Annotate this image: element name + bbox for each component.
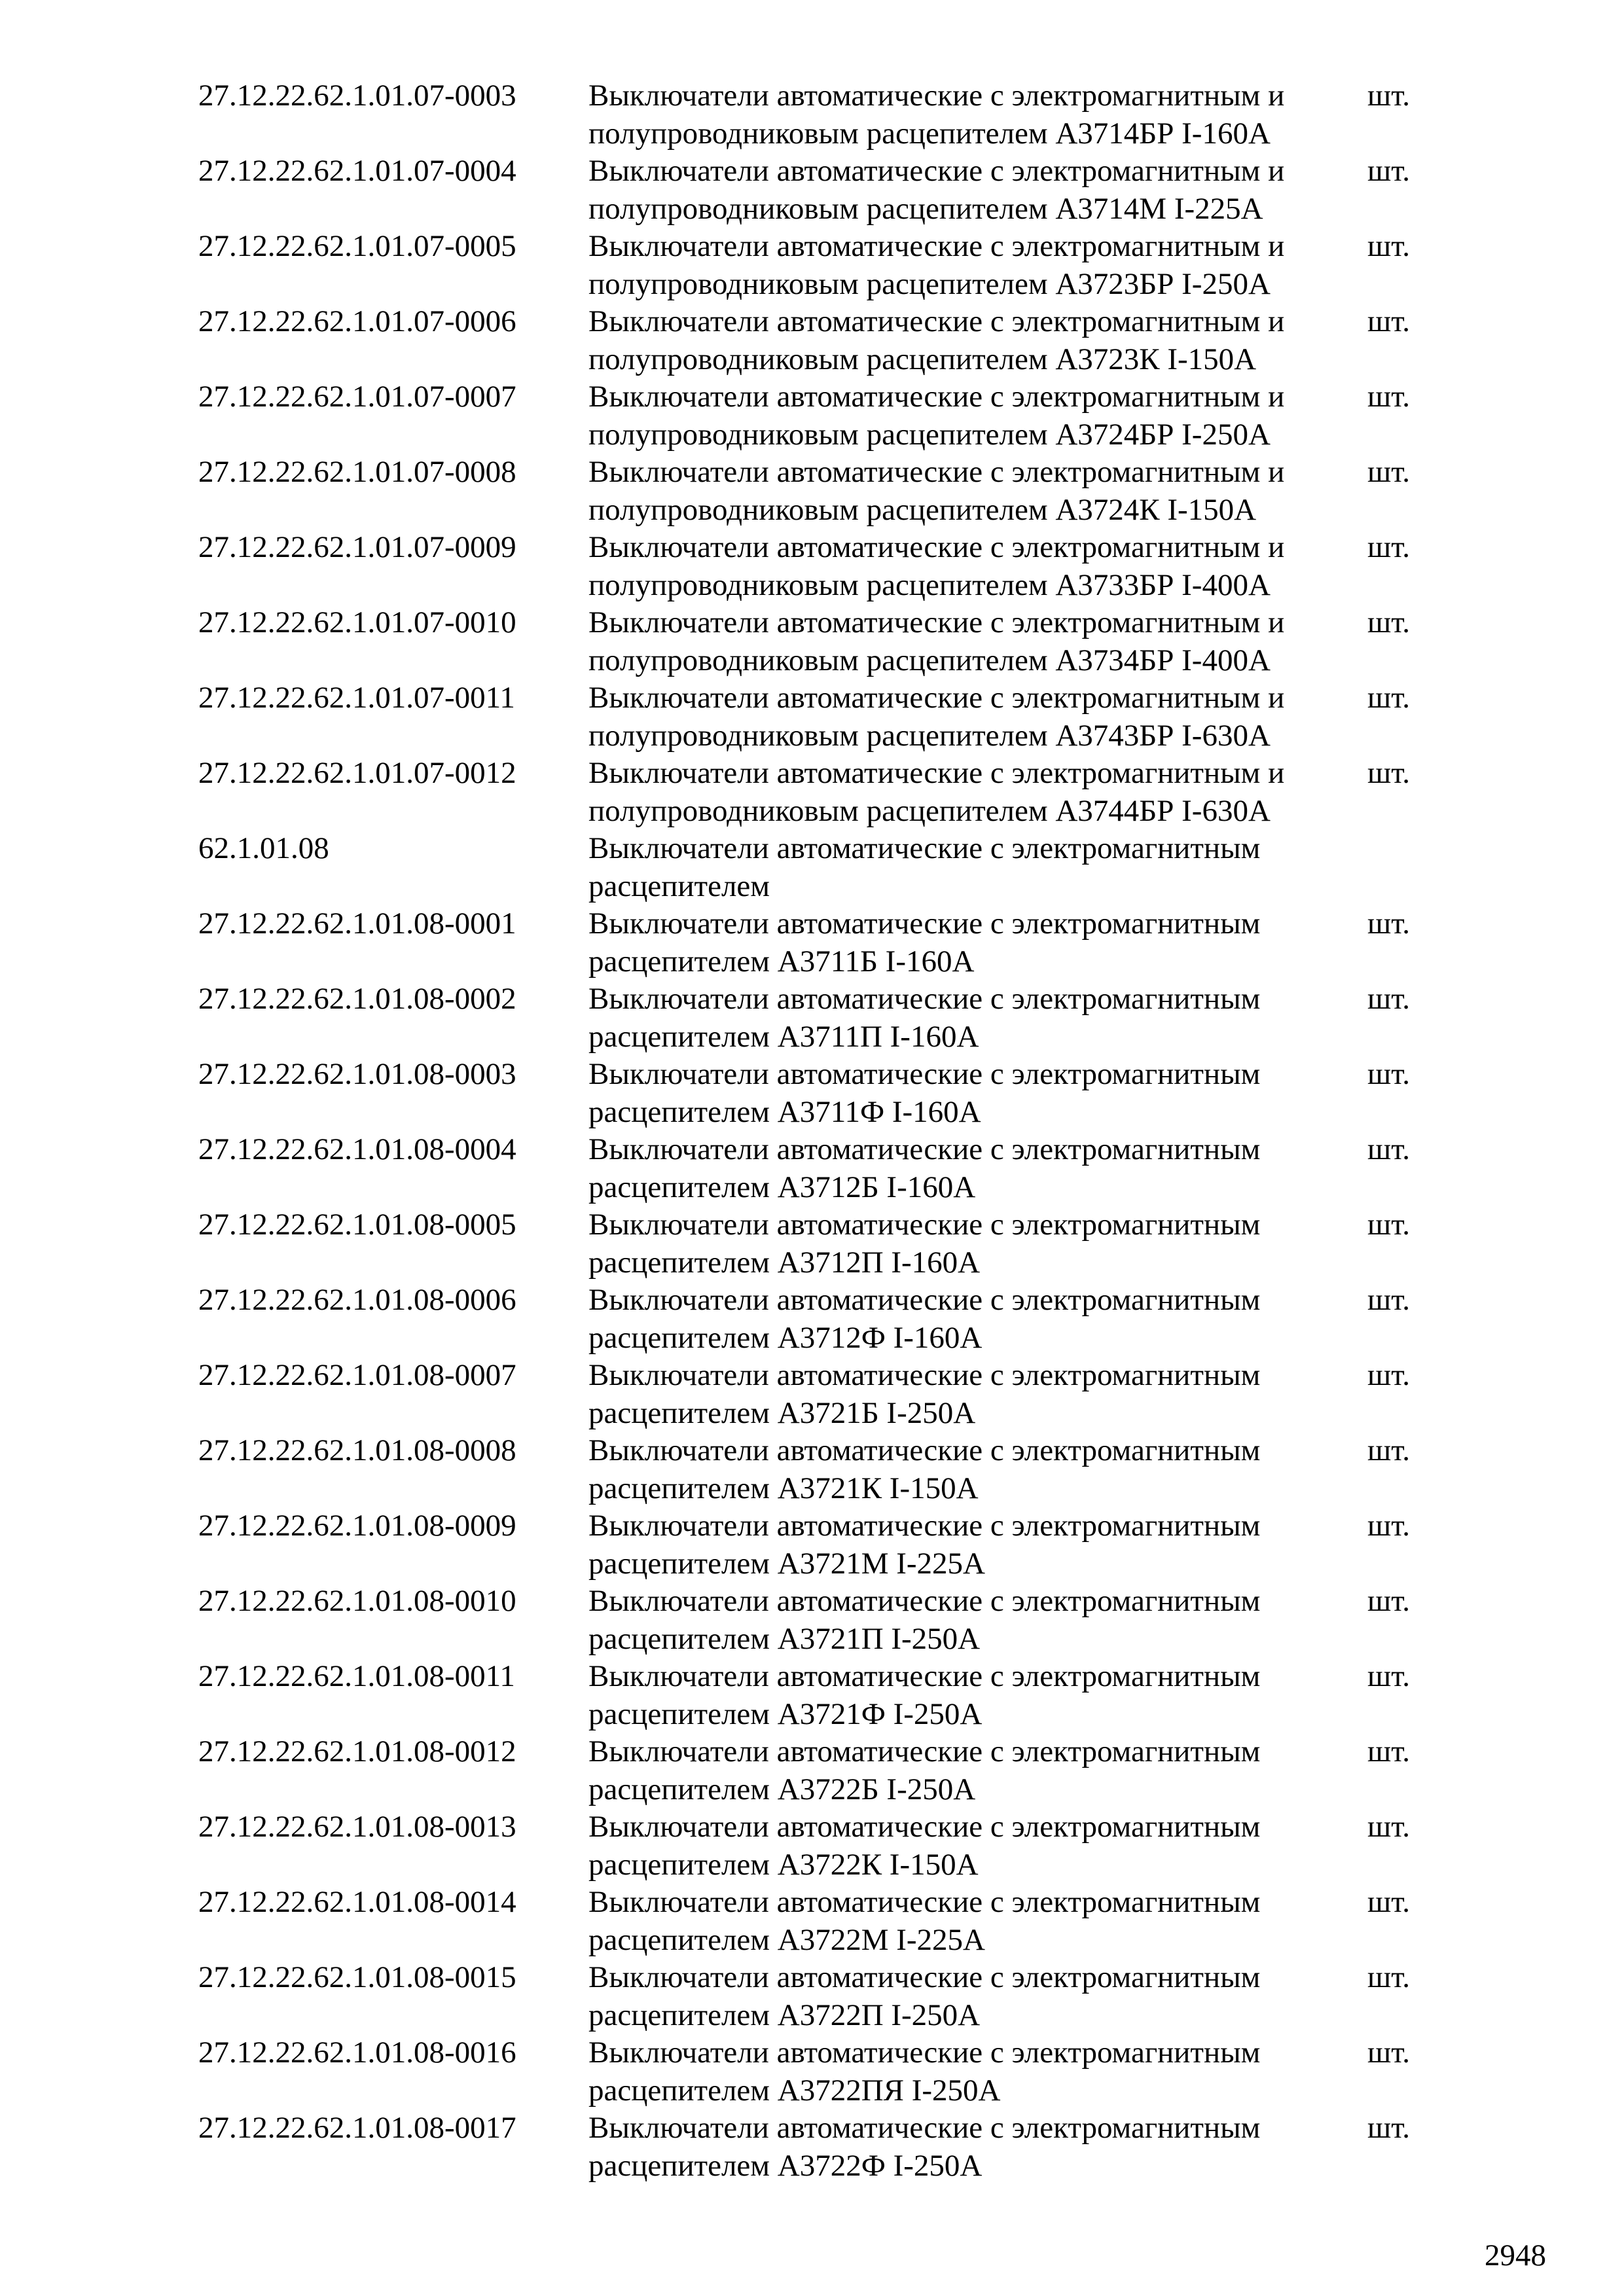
item-code: 27.12.22.62.1.01.07-0003 [198, 79, 516, 113]
item-description-line: полупроводниковым расцепителем А3733БР I-400А [588, 567, 1271, 602]
item-description-line: расцепителем А3721К I-150А [588, 1471, 979, 1505]
item-description-line: Выключатели автоматические с электромагнитным [588, 1960, 1261, 1994]
item-description-line: расцепителем А3722М I-225А [588, 1922, 985, 1957]
item-description-line: Выключатели автоматические с электромагнитным [588, 1734, 1261, 1768]
item-description [588, 1884, 1367, 1959]
item-code: 27.12.22.62.1.01.08-0016 [198, 2036, 516, 2070]
table-row [198, 1432, 1442, 1507]
table-row [198, 228, 1442, 303]
table-row [198, 77, 1442, 152]
item-code: 27.12.22.62.1.01.07-0006 [198, 304, 516, 338]
item-description-line: Выключатели автоматические с электромагнитным [588, 1057, 1261, 1091]
item-description-line: Выключатели автоматические с электромагнитным [588, 1433, 1261, 1467]
item-description-line: Выключатели автоматические с электромагнитным и [588, 229, 1285, 263]
item-description-line: Выключатели автоматические с электромагнитным и [588, 79, 1285, 113]
item-description-line: Выключатели автоматические с электромагнитным [588, 1358, 1261, 1392]
item-description [588, 679, 1367, 755]
item-description-line: полупроводниковым расцепителем А3724К I-150А [588, 492, 1257, 527]
item-description-line: полупроводниковым расцепителем А3743БР I-630А [588, 718, 1271, 753]
table-row [198, 152, 1442, 228]
item-code: 27.12.22.62.1.01.08-0013 [198, 1810, 516, 1844]
item-description-line: Выключатели автоматические с электромагнитным и [588, 681, 1285, 715]
table-row [198, 1357, 1442, 1432]
item-description-line: Выключатели автоматические с электромагнитным [588, 1509, 1261, 1543]
item-unit: шт. [1367, 1208, 1410, 1242]
item-description-line: расцепителем А3721Ф I-250А [588, 1696, 983, 1731]
table-row [198, 1282, 1442, 1357]
item-unit: шт. [1367, 1283, 1410, 1317]
item-description-line: Выключатели автоматические с электромагнитным и [588, 605, 1285, 639]
item-unit: шт. [1367, 1509, 1410, 1543]
item-description-line: полупроводниковым расцепителем А3724БР I-250А [588, 417, 1271, 452]
item-unit: шт. [1367, 906, 1410, 941]
item-description [588, 905, 1367, 980]
item-unit: шт. [1367, 79, 1410, 113]
item-code: 27.12.22.62.1.01.08-0008 [198, 1433, 516, 1467]
item-description-line: полупроводниковым расцепителем А3723БР I-250А [588, 266, 1271, 301]
item-description [588, 830, 1367, 905]
item-description-line: расцепителем А3721М I-225А [588, 1546, 985, 1581]
table-row [198, 454, 1442, 529]
item-description-line: Выключатели автоматические с электромагнитным и [588, 756, 1285, 790]
table-row [198, 529, 1442, 604]
item-code: 27.12.22.62.1.01.08-0003 [198, 1057, 516, 1091]
item-unit: шт. [1367, 1960, 1410, 1994]
item-description [588, 1808, 1367, 1884]
item-description [588, 1432, 1367, 1507]
table-row [198, 2109, 1442, 2185]
item-description-line: расцепителем [588, 869, 770, 903]
page-number: 2948 [1485, 2238, 1546, 2272]
item-code: 27.12.22.62.1.01.07-0008 [198, 455, 516, 489]
item-code: 27.12.22.62.1.01.07-0009 [198, 530, 516, 564]
item-unit: шт. [1367, 2036, 1410, 2070]
table-row [198, 1507, 1442, 1583]
item-unit: шт. [1367, 2111, 1410, 2145]
item-description [588, 2109, 1367, 2185]
item-description [588, 228, 1367, 303]
item-description-line: Выключатели автоматические с электромагнитным [588, 2111, 1261, 2145]
item-description-line: полупроводниковым расцепителем А3714БР I-160А [588, 116, 1271, 151]
table-row [198, 1583, 1442, 1658]
item-description-line: Выключатели автоматические с электромагнитным и [588, 304, 1285, 338]
item-unit: шт. [1367, 154, 1410, 188]
table-row [198, 1808, 1442, 1884]
item-code: 27.12.22.62.1.01.08-0004 [198, 1132, 516, 1166]
item-description-line: полупроводниковым расцепителем А3723К I-150А [588, 342, 1257, 376]
item-description-line: расцепителем А3712П I-160А [588, 1245, 981, 1280]
item-description-line: Выключатели автоматические с электромагнитным [588, 1132, 1261, 1166]
item-description [588, 755, 1367, 830]
item-description [588, 1206, 1367, 1282]
item-description-line: расцепителем А3711Б I-160А [588, 944, 975, 978]
item-description-line: Выключатели автоматические с электромагнитным и [588, 380, 1285, 414]
item-code: 27.12.22.62.1.01.07-0010 [198, 605, 516, 639]
item-description [588, 1056, 1367, 1131]
table-row [198, 905, 1442, 980]
item-unit: шт. [1367, 982, 1410, 1016]
item-description-line: расцепителем А3711П I-160А [588, 1019, 979, 1054]
table-row [198, 1056, 1442, 1131]
item-description-line: Выключатели автоматические с электромагнитным [588, 1885, 1261, 1919]
item-code: 27.12.22.62.1.01.07-0004 [198, 154, 516, 188]
item-description-line: Выключатели автоматические с электромагнитным и [588, 530, 1285, 564]
item-unit: шт. [1367, 1584, 1410, 1618]
item-description [588, 378, 1367, 454]
item-description-line: расцепителем А3721П I-250А [588, 1621, 981, 1656]
item-description-line: расцепителем А3721Б I-250А [588, 1395, 976, 1430]
item-code: 27.12.22.62.1.01.08-0012 [198, 1734, 516, 1768]
item-description [588, 604, 1367, 679]
item-code: 27.12.22.62.1.01.08-0001 [198, 906, 516, 941]
item-code: 62.1.01.08 [198, 831, 329, 865]
item-unit: шт. [1367, 1433, 1410, 1467]
item-unit: шт. [1367, 1810, 1410, 1844]
table-row [198, 830, 1442, 905]
table-row [198, 1733, 1442, 1808]
item-unit: шт. [1367, 1132, 1410, 1166]
item-description [588, 303, 1367, 378]
item-unit: шт. [1367, 1885, 1410, 1919]
item-description-line: Выключатели автоматические с электромагнитным и [588, 455, 1285, 489]
item-description [588, 1282, 1367, 1357]
item-description-line: Выключатели автоматические с электромагнитным [588, 1208, 1261, 1242]
item-description [588, 2034, 1367, 2109]
item-code: 27.12.22.62.1.01.08-0005 [198, 1208, 516, 1242]
item-description [588, 1733, 1367, 1808]
item-unit: шт. [1367, 380, 1410, 414]
item-unit: шт. [1367, 1057, 1410, 1091]
item-unit: шт. [1367, 1659, 1410, 1693]
item-description [588, 1658, 1367, 1733]
item-description-line: Выключатели автоматические с электромагнитным [588, 831, 1261, 865]
item-description-line: Выключатели автоматические с электромагнитным [588, 906, 1261, 941]
item-description-line: расцепителем А3722К I-150А [588, 1847, 979, 1882]
item-unit: шт. [1367, 605, 1410, 639]
item-code: 27.12.22.62.1.01.08-0014 [198, 1885, 516, 1919]
item-unit: шт. [1367, 1734, 1410, 1768]
item-code: 27.12.22.62.1.01.08-0015 [198, 1960, 516, 1994]
item-description [588, 77, 1367, 152]
item-description-line: расцепителем А3711Ф I-160А [588, 1094, 981, 1129]
item-code: 27.12.22.62.1.01.08-0006 [198, 1283, 516, 1317]
table-row [198, 1131, 1442, 1206]
table-row [198, 1206, 1442, 1282]
table-row [198, 1884, 1442, 1959]
item-description-line: полупроводниковым расцепителем А3744БР I-630А [588, 793, 1271, 828]
table-row [198, 980, 1442, 1056]
table-row [198, 1959, 1442, 2034]
item-code: 27.12.22.62.1.01.07-0007 [198, 380, 516, 414]
item-description-line: расцепителем А3722Ф I-250А [588, 2148, 983, 2183]
item-description-line: расцепителем А3712Б I-160А [588, 1170, 976, 1204]
item-description-line: полупроводниковым расцепителем А3714М I-225А [588, 191, 1263, 226]
item-description [588, 1131, 1367, 1206]
item-description [588, 152, 1367, 228]
item-description [588, 1583, 1367, 1658]
table-row [198, 303, 1442, 378]
item-unit: шт. [1367, 681, 1410, 715]
item-description-line: Выключатели автоматические с электромагнитным [588, 1584, 1261, 1618]
item-description-line: расцепителем А3722П I-250А [588, 1998, 981, 2032]
item-description [588, 454, 1367, 529]
item-code: 27.12.22.62.1.01.07-0005 [198, 229, 516, 263]
item-unit: шт. [1367, 304, 1410, 338]
item-unit: шт. [1367, 530, 1410, 564]
item-code: 27.12.22.62.1.01.08-0017 [198, 2111, 516, 2145]
table-row [198, 679, 1442, 755]
item-code: 27.12.22.62.1.01.07-0011 [198, 681, 515, 715]
item-code: 27.12.22.62.1.01.07-0012 [198, 756, 516, 790]
item-description-line: Выключатели автоматические с электромагнитным и [588, 154, 1285, 188]
item-description-line: Выключатели автоматические с электромагнитным [588, 982, 1261, 1016]
table-row [198, 755, 1442, 830]
item-description-line: полупроводниковым расцепителем А3734БР I-400А [588, 643, 1271, 677]
item-description-line: расцепителем А3722ПЯ I-250А [588, 2073, 1001, 2108]
item-description [588, 529, 1367, 604]
item-description [588, 1959, 1367, 2034]
item-code: 27.12.22.62.1.01.08-0002 [198, 982, 516, 1016]
item-description-line: Выключатели автоматические с электромагнитным [588, 1283, 1261, 1317]
item-description [588, 1357, 1367, 1432]
item-unit: шт. [1367, 1358, 1410, 1392]
item-unit: шт. [1367, 455, 1410, 489]
item-description-line: Выключатели автоматические с электромагнитным [588, 1810, 1261, 1844]
item-description [588, 1507, 1367, 1583]
item-code: 27.12.22.62.1.01.08-0011 [198, 1659, 515, 1693]
item-description-line: расцепителем А3722Б I-250А [588, 1772, 976, 1806]
item-description-line: Выключатели автоматические с электромагнитным [588, 1659, 1261, 1693]
item-code: 27.12.22.62.1.01.08-0007 [198, 1358, 516, 1392]
table-row [198, 1658, 1442, 1733]
table-row [198, 378, 1442, 454]
item-description-line: Выключатели автоматические с электромагнитным [588, 2036, 1261, 2070]
item-unit: шт. [1367, 229, 1410, 263]
item-unit: шт. [1367, 756, 1410, 790]
item-description-line: расцепителем А3712Ф I-160А [588, 1320, 983, 1355]
item-code: 27.12.22.62.1.01.08-0010 [198, 1584, 516, 1618]
classifier-table [198, 77, 1442, 2185]
item-code: 27.12.22.62.1.01.08-0009 [198, 1509, 516, 1543]
table-row [198, 604, 1442, 679]
item-description [588, 980, 1367, 1056]
table-row [198, 2034, 1442, 2109]
